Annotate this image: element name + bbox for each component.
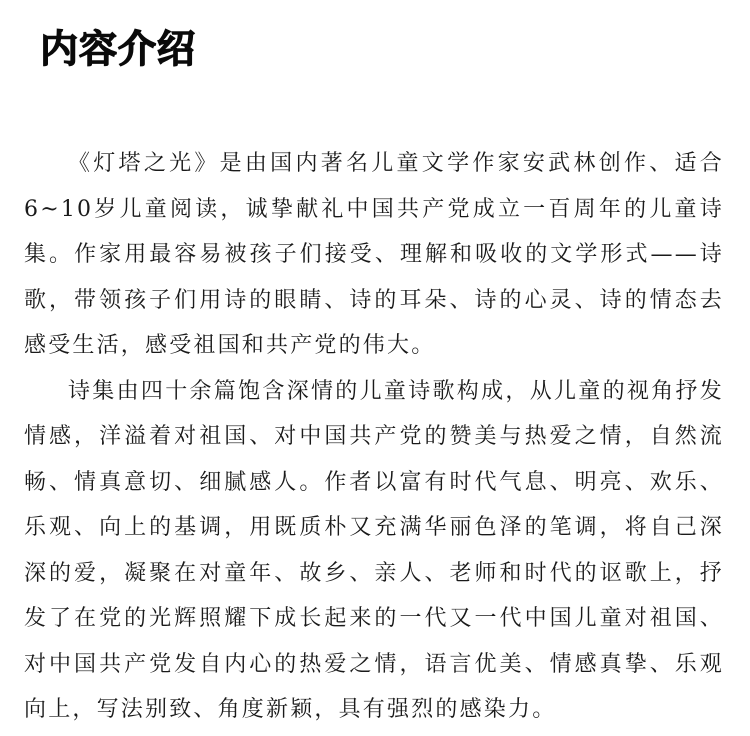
paragraph-details: 诗集由四十余篇饱含深情的儿童诗歌构成，从儿童的视角抒发情感，洋溢着对祖国、对中国共产党的赞美与热爱之情，自然流畅、情真意切、细腻感人。作者以富有时代气息、明亮、欢乐、乐观、向上的基调，用既质朴又充满华丽色泽的笔调，将自己深深的爱，凝聚在对童年、故乡、亲人、老师和时代的讴歌上，抒发了在党的光辉照耀下成长起来的一代又一代中国儿童对祖国、对中国共产党发自内心的热爱之情，语言优美、情感真挚、乐观向上，写法别致、角度新颖，具有强烈的感染力。 bbox=[24, 378, 724, 722]
paragraph-intro: 《灯塔之光》是由国内著名儿童文学作家安武林创作、适合6~10岁儿童阅读，诚挚献礼中国共产党成立一百周年的儿童诗集。作家用最容易被孩子们接受、理解和吸收的文学形式——诗歌，带领孩子们用诗的眼睛、诗的耳朵、诗的心灵、诗的情态去感受生活，感受祖国和共产党的伟大。 bbox=[24, 151, 724, 358]
content-body bbox=[24, 141, 724, 733]
section-title: 内容介绍 bbox=[40, 27, 197, 71]
